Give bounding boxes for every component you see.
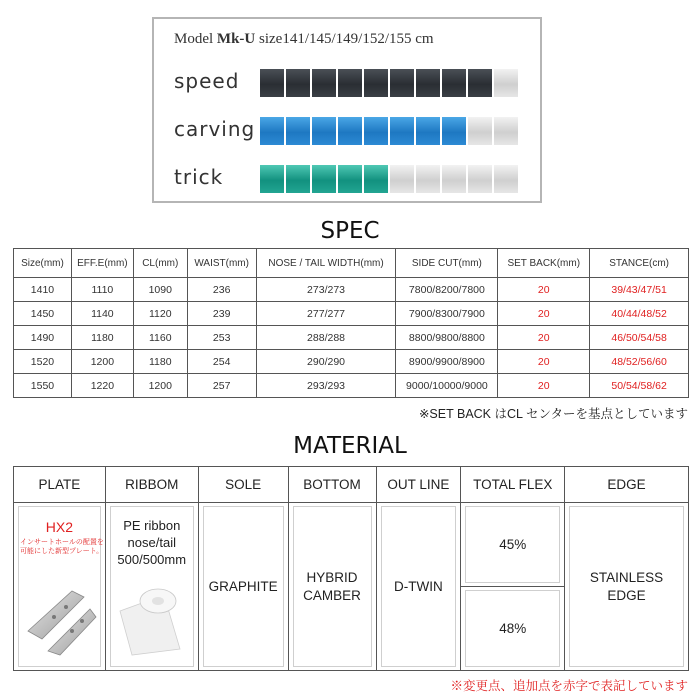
ribbon-illustration — [114, 581, 192, 657]
flex-value-top: 45% — [499, 536, 527, 552]
spec-cell: 8800/9800/8800 — [396, 326, 498, 350]
spec-cell: 1410 — [14, 278, 72, 302]
ribbon-cell — [105, 503, 198, 671]
rating-row-speed — [174, 67, 534, 95]
spec-header: Size(mm) — [14, 249, 72, 278]
spec-cell: 20 — [498, 278, 590, 302]
flex-value-bottom: 48% — [499, 620, 527, 636]
spec-title: SPEC — [320, 218, 380, 244]
material-header: BOTTOM — [288, 467, 376, 503]
spec-cell: 8900/9900/8900 — [396, 350, 498, 374]
ribbon-text — [106, 517, 198, 568]
spec-cell: 253 — [187, 326, 256, 350]
spec-cell: 236 — [187, 278, 256, 302]
rating-segment — [416, 165, 440, 193]
rating-segment — [260, 117, 284, 145]
spec-header: STANCE(cm) — [590, 249, 689, 278]
plate-note: インサートホールの配置を可能にした新型プレート。 — [20, 539, 104, 555]
spec-cell: 9000/10000/9000 — [396, 374, 498, 398]
rating-row-carving — [174, 115, 534, 143]
rating-segment — [416, 117, 440, 145]
spec-cell: 40/44/48/52 — [590, 302, 689, 326]
spec-cell: 290/290 — [256, 350, 396, 374]
spec-cell: 20 — [498, 350, 590, 374]
table-row — [14, 374, 689, 398]
edge-cell — [565, 503, 689, 671]
rating-segment — [468, 165, 492, 193]
spec-cell: 20 — [498, 374, 590, 398]
rating-segment — [442, 117, 466, 145]
spec-cell: 7900/8300/7900 — [396, 302, 498, 326]
spec-cell: 288/288 — [256, 326, 396, 350]
spec-cell: 20 — [498, 326, 590, 350]
spec-cell: 1180 — [133, 350, 187, 374]
rating-segment — [286, 69, 310, 97]
spec-cell: 1490 — [14, 326, 72, 350]
rating-segment — [286, 165, 310, 193]
spec-cell: 20 — [498, 302, 590, 326]
material-header: EDGE — [565, 467, 689, 503]
spec-header: NOSE / TAIL WIDTH(mm) — [256, 249, 396, 278]
material-header: RIBBOM — [105, 467, 198, 503]
table-row — [14, 278, 689, 302]
plate-name: HX2 — [45, 519, 74, 535]
rating-segment — [364, 117, 388, 145]
spec-header: SIDE CUT(mm) — [396, 249, 498, 278]
material-table — [13, 466, 689, 671]
rating-segment — [390, 117, 414, 145]
rating-segment — [390, 69, 414, 97]
rating-segment — [312, 69, 336, 97]
rating-segment — [364, 165, 388, 193]
spec-cell: 257 — [187, 374, 256, 398]
spec-header: CL(mm) — [133, 249, 187, 278]
plate-illustration — [20, 581, 100, 661]
bottom-line2: CAMBER — [303, 587, 361, 603]
spec-cell: 1450 — [14, 302, 72, 326]
rating-segment — [494, 165, 518, 193]
ribbon-line3: 500/500mm — [117, 552, 187, 567]
rating-segment — [312, 117, 336, 145]
rating-segment — [312, 165, 336, 193]
outline-cell — [376, 503, 461, 671]
spec-cell: 1180 — [71, 326, 133, 350]
spec-cell: 1520 — [14, 350, 72, 374]
spec-cell: 1140 — [71, 302, 133, 326]
model-line — [174, 31, 434, 48]
rating-segment — [338, 117, 362, 145]
rating-segment — [468, 69, 492, 97]
sole-cell — [198, 503, 288, 671]
spec-header: SET BACK(mm) — [498, 249, 590, 278]
spec-header: EFF.E(mm) — [71, 249, 133, 278]
rating-segment — [260, 165, 284, 193]
material-header-row — [14, 467, 689, 503]
spec-header: WAIST(mm) — [187, 249, 256, 278]
spec-cell: 1120 — [133, 302, 187, 326]
flex-cell-bottom — [461, 587, 565, 671]
rating-label-speed: speed — [174, 69, 240, 93]
edge-line2: EDGE — [607, 587, 646, 603]
spec-cell: 7800/8200/7800 — [396, 278, 498, 302]
spec-cell: 1550 — [14, 374, 72, 398]
material-header: OUT LINE — [376, 467, 461, 503]
model-sizes: size141/145/149/152/155 cm — [259, 31, 434, 47]
rating-segment — [468, 117, 492, 145]
spec-cell: 239 — [187, 302, 256, 326]
table-row — [14, 302, 689, 326]
rating-segment — [390, 165, 414, 193]
bottom-line1: HYBRID — [306, 569, 358, 585]
plate-cell — [14, 503, 106, 671]
spec-cell: 50/54/58/62 — [590, 374, 689, 398]
spec-cell: 1200 — [133, 374, 187, 398]
spec-cell: 1110 — [71, 278, 133, 302]
spec-cell: 277/277 — [256, 302, 396, 326]
rating-segment — [442, 69, 466, 97]
rating-segment — [416, 69, 440, 97]
spec-cell: 1160 — [133, 326, 187, 350]
rating-segment — [260, 69, 284, 97]
spec-header-row — [14, 249, 689, 278]
model-name: Mk-U — [216, 31, 256, 47]
table-row — [14, 326, 689, 350]
spec-cell: 48/52/56/60 — [590, 350, 689, 374]
spec-cell: 1200 — [71, 350, 133, 374]
rating-segment — [338, 165, 362, 193]
material-title: MATERIAL — [293, 433, 407, 459]
spec-cell: 39/43/47/51 — [590, 278, 689, 302]
rating-label-carving: carving — [174, 117, 256, 141]
spec-cell: 1220 — [71, 374, 133, 398]
rating-segment — [494, 117, 518, 145]
rating-segment — [364, 69, 388, 97]
ribbon-line1: PE ribbon — [123, 518, 181, 533]
outline-value: D-TWIN — [394, 578, 443, 594]
rating-label-trick: trick — [174, 165, 224, 189]
rating-bar-speed — [260, 69, 518, 97]
sole-value: GRAPHITE — [208, 578, 278, 594]
spec-cell: 254 — [187, 350, 256, 374]
footnote: ※変更点、追加点を赤字で表記しています — [450, 679, 688, 693]
flex-cell-top — [461, 503, 565, 587]
rating-row-trick — [174, 163, 534, 191]
material-header: SOLE — [198, 467, 288, 503]
rating-segment — [338, 69, 362, 97]
spec-cell: 1090 — [133, 278, 187, 302]
rating-segment — [494, 69, 518, 97]
rating-segment — [442, 165, 466, 193]
rating-panel — [152, 17, 542, 203]
bottom-cell — [288, 503, 376, 671]
model-prefix: Model — [174, 31, 214, 47]
table-row — [14, 350, 689, 374]
material-header: TOTAL FLEX — [461, 467, 565, 503]
rating-bar-carving — [260, 117, 518, 145]
spec-cell: 273/273 — [256, 278, 396, 302]
spec-table — [13, 248, 689, 398]
rating-segment — [286, 117, 310, 145]
ribbon-line2: nose/tail — [127, 535, 176, 550]
spec-cell: 293/293 — [256, 374, 396, 398]
rating-bar-trick — [260, 165, 518, 193]
material-header: PLATE — [14, 467, 106, 503]
edge-line1: STAINLESS — [589, 569, 664, 585]
setback-note: ※SET BACK はCL センターを基点としています — [418, 407, 688, 421]
spec-cell: 46/50/54/58 — [590, 326, 689, 350]
